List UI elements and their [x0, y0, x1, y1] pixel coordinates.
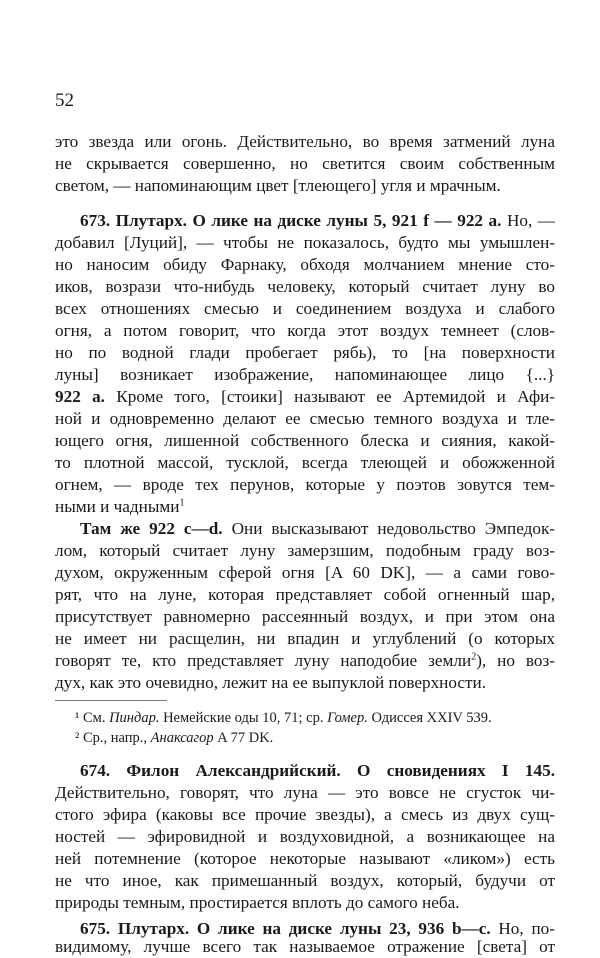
text-line: стого эфира (каковы все прочие звезды), а смесь из двух сущ- — [55, 805, 555, 824]
text-line: природы темным, простирается вплоть до самого неба. — [55, 893, 460, 912]
text-line: это звезда или огонь. Действительно, во время затмений луна — [55, 132, 555, 151]
text-line: рят, что на луне, которая представляет собой огненный шар, — [55, 585, 555, 604]
entry-673-first-line — [80, 210, 555, 232]
text-line: ющего огня, лишенной собственного блеска и сияния, какой- — [55, 431, 555, 450]
text-line — [80, 518, 555, 540]
text-line: ностей — эфировидной и воздуховидной, а возникающее на — [55, 827, 555, 846]
reference: Там же 922 c—d. — [80, 519, 223, 538]
text-fragment: говорят те, кто представляет луну наподобие земли — [55, 651, 472, 670]
text-line: ней потемнение (которое некоторые называют «ликом») есть — [55, 849, 555, 868]
page-number: 52 — [55, 90, 74, 111]
text-line — [55, 650, 555, 672]
footnote-separator — [55, 700, 167, 701]
text-line: не что иное, как примешанный воздух, который, будучи от — [55, 871, 555, 890]
text-line: видимому, лучше всего так называемое отражение [света] от — [55, 937, 555, 956]
text-line: то плотной массой, тусклой, всегда тлеющей и обожженной — [55, 453, 555, 472]
entry-674-heading: 674. Филон Александрийский. О сновидениях I 145. — [80, 761, 555, 780]
text-line: огня, а потом говорит, что когда этот воздух темнеет (слов- — [55, 321, 555, 340]
text-line: не скрывается совершенно, но светится своим собственным — [55, 154, 555, 173]
text-line: духом, окруженным сферой огня [A 60 DK], — а сами гово- — [55, 563, 555, 582]
text-line: дух, как это очевидно, лежит на ее выпуклой поверхности. — [55, 673, 487, 692]
text-line: не имеет ни расщелин, ни впадин и углублений (о которых — [55, 629, 555, 648]
text-line: светом, — напоминающим цвет [тлеющего] угля и мрачным. — [55, 176, 501, 195]
footnote-mark: 1 — [179, 497, 185, 509]
text-line: но по водной глади пробегает рябь), то [на поверхности — [55, 343, 555, 362]
text-fragment: Но, по- — [490, 919, 555, 938]
text-line: луны] возникает изображение, напоминающее лицо {...} — [55, 365, 555, 384]
footnote-mark: 2 — [471, 651, 477, 663]
entry-675-heading: 675. Плутарх. О лике на диске луны 23, 936 b—c. — [80, 919, 491, 938]
text-line: ной и одновременно делают ее смесью темного воздуха и тле- — [55, 409, 555, 428]
text-line: лом, который считает луну замерзшим, подобным граду воз- — [55, 541, 555, 560]
text-line — [55, 386, 555, 408]
text-fragment: Они высказывают недовольство Эмпедок- — [222, 519, 556, 538]
text-line: но наносим обиду Фарнаку, обходя молчанием мнение сто- — [55, 255, 555, 274]
text-line: всех отношениях смесью и соединением воздуха и слабого — [55, 299, 555, 318]
text-fragment: Кроме того, [стоики] называют ее Артемидой и Афи- — [104, 387, 555, 406]
text-line: иков, возрази что-нибудь человеку, который считает луну во — [55, 277, 555, 296]
text-fragment: Но, — — [501, 211, 555, 230]
text-line: огнем, — вроде тех перунов, которые у поэтов зовутся тем- — [55, 475, 555, 494]
text-line: добавил [Луций], — чтобы не показалось, будто мы умышлен- — [55, 233, 555, 252]
text-line — [55, 496, 555, 518]
text-fragment: ными и чадными — [55, 497, 180, 516]
footnote-1: ¹ См. Пиндар. Немейские оды 10, 71; ср. Гомер. Одиссея XXIV 539. — [75, 710, 492, 726]
footnote-2: ² Ср., напр., Анаксагор A 77 DK. — [75, 730, 274, 746]
text-fragment: ), но воз- — [476, 651, 555, 670]
reference: 922 a. — [55, 387, 105, 406]
entry-673-heading: 673. Плутарх. О лике на диске луны 5, 921 f — 922 a. — [80, 211, 502, 230]
text-line: присутствует равномерно рассеянный воздух, и при этом она — [55, 607, 555, 626]
text-line: Действительно, говорят, что луна — это вовсе не сгусток чи- — [55, 783, 555, 802]
